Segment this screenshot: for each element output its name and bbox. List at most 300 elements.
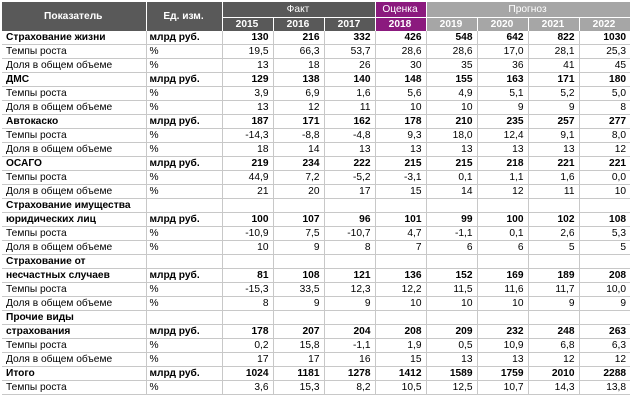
row-label: Темпы роста (2, 283, 146, 297)
value-cell: 1,6 (528, 171, 579, 185)
value-cell: 234 (273, 157, 324, 171)
value-cell: 10 (222, 241, 273, 255)
row-unit: % (146, 241, 222, 255)
value-cell: 9,3 (375, 129, 426, 143)
value-cell: 81 (222, 269, 273, 283)
value-cell: 155 (426, 73, 477, 87)
row-label: ОСАГО (2, 157, 146, 171)
value-cell: 11,6 (477, 283, 528, 297)
value-cell: 5 (528, 241, 579, 255)
value-cell: 9 (324, 297, 375, 311)
row-label: страхования (2, 325, 146, 339)
table-row (2, 157, 630, 171)
value-cell: 16 (324, 353, 375, 367)
header-year: 2016 (273, 18, 324, 32)
value-cell (477, 255, 528, 269)
row-unit: % (146, 227, 222, 241)
value-cell: 129 (222, 73, 273, 87)
value-cell: 7 (375, 241, 426, 255)
value-cell: 5 (579, 241, 630, 255)
table-row (2, 87, 630, 101)
value-cell: 3,9 (222, 87, 273, 101)
value-cell: 7,5 (273, 227, 324, 241)
value-cell: 12,3 (324, 283, 375, 297)
row-unit (146, 255, 222, 269)
row-label: Доля в общем объеме (2, 59, 146, 73)
value-cell: 11 (324, 101, 375, 115)
row-unit: млрд руб. (146, 325, 222, 339)
value-cell: 140 (324, 73, 375, 87)
value-cell: -10,9 (222, 227, 273, 241)
row-unit: млрд руб. (146, 213, 222, 227)
table-row (2, 311, 630, 325)
value-cell: 0,5 (426, 339, 477, 353)
row-label: Темпы роста (2, 171, 146, 185)
value-cell: 5,2 (528, 87, 579, 101)
value-cell: 152 (426, 269, 477, 283)
value-cell: 18 (273, 59, 324, 73)
row-label: ДМС (2, 73, 146, 87)
value-cell: -1,1 (426, 227, 477, 241)
header-year: 2020 (477, 18, 528, 32)
row-label: Доля в общем объеме (2, 353, 146, 367)
value-cell: 15 (375, 185, 426, 199)
value-cell: 121 (324, 269, 375, 283)
value-cell: 215 (375, 157, 426, 171)
value-cell: 66,3 (273, 45, 324, 59)
value-cell: 10 (375, 101, 426, 115)
row-unit: млрд руб. (146, 115, 222, 129)
table-row (2, 73, 630, 87)
value-cell: 9 (273, 297, 324, 311)
value-cell: 2288 (579, 367, 630, 381)
value-cell: 1278 (324, 367, 375, 381)
value-cell: 189 (528, 269, 579, 283)
row-label: Доля в общем объеме (2, 185, 146, 199)
header-unit: Ед. изм. (146, 2, 222, 31)
value-cell: 13 (375, 143, 426, 157)
value-cell: 0,1 (477, 227, 528, 241)
row-label: юридических лиц (2, 213, 146, 227)
header-year: 2017 (324, 18, 375, 32)
value-cell: -4,8 (324, 129, 375, 143)
value-cell: 10,7 (477, 381, 528, 395)
value-cell: 178 (222, 325, 273, 339)
value-cell (222, 311, 273, 325)
value-cell: -8,8 (273, 129, 324, 143)
value-cell: 0,2 (222, 339, 273, 353)
value-cell: -5,2 (324, 171, 375, 185)
row-label: Доля в общем объеме (2, 297, 146, 311)
value-cell: 163 (477, 73, 528, 87)
value-cell: -14,3 (222, 129, 273, 143)
value-cell: 13 (222, 59, 273, 73)
table-row (2, 241, 630, 255)
table-row (2, 325, 630, 339)
value-cell (528, 311, 579, 325)
value-cell: 15,8 (273, 339, 324, 353)
value-cell: 18,0 (426, 129, 477, 143)
value-cell: 11,7 (528, 283, 579, 297)
table-row (2, 381, 630, 395)
value-cell: 222 (324, 157, 375, 171)
value-cell: 209 (426, 325, 477, 339)
value-cell: 178 (375, 115, 426, 129)
value-cell: 13 (324, 143, 375, 157)
value-cell: 257 (528, 115, 579, 129)
value-cell: 9 (528, 101, 579, 115)
table-row (2, 143, 630, 157)
value-cell: 136 (375, 269, 426, 283)
value-cell: 99 (426, 213, 477, 227)
row-unit: млрд руб. (146, 31, 222, 45)
row-label: Темпы роста (2, 45, 146, 59)
value-cell: 44,9 (222, 171, 273, 185)
value-cell: 9 (528, 297, 579, 311)
table-row (2, 227, 630, 241)
value-cell: 108 (273, 269, 324, 283)
row-unit: % (146, 45, 222, 59)
header-group-estimate: Оценка (375, 2, 426, 18)
value-cell: -10,7 (324, 227, 375, 241)
value-cell (324, 255, 375, 269)
row-label: Страхование имущества (2, 199, 146, 213)
value-cell: 21 (222, 185, 273, 199)
value-cell: 138 (273, 73, 324, 87)
value-cell: 180 (579, 73, 630, 87)
value-cell: 12 (273, 101, 324, 115)
value-cell (375, 311, 426, 325)
value-cell: 7,2 (273, 171, 324, 185)
value-cell: 1,9 (375, 339, 426, 353)
value-cell (426, 199, 477, 213)
table-row (2, 255, 630, 269)
value-cell: 5,6 (375, 87, 426, 101)
table-row (2, 339, 630, 353)
value-cell: 6,9 (273, 87, 324, 101)
value-cell: 1,6 (324, 87, 375, 101)
row-unit: % (146, 101, 222, 115)
value-cell: 10,0 (579, 283, 630, 297)
value-cell (375, 199, 426, 213)
value-cell: 9,1 (528, 129, 579, 143)
value-cell: 548 (426, 31, 477, 45)
value-cell: 13 (528, 143, 579, 157)
value-cell: 13 (477, 353, 528, 367)
value-cell: 1181 (273, 367, 324, 381)
value-cell: 13,8 (579, 381, 630, 395)
row-unit: млрд руб. (146, 73, 222, 87)
value-cell: 15 (375, 353, 426, 367)
value-cell: 33,5 (273, 283, 324, 297)
header-group-fact: Факт (222, 2, 375, 18)
value-cell: 0,0 (579, 171, 630, 185)
value-cell (222, 199, 273, 213)
value-cell: 162 (324, 115, 375, 129)
value-cell: 8 (222, 297, 273, 311)
value-cell: 26 (324, 59, 375, 73)
value-cell (579, 255, 630, 269)
row-unit: % (146, 339, 222, 353)
value-cell (528, 199, 579, 213)
value-cell: 108 (579, 213, 630, 227)
value-cell: 18 (222, 143, 273, 157)
table-row (2, 101, 630, 115)
value-cell: 14,3 (528, 381, 579, 395)
value-cell: 426 (375, 31, 426, 45)
header-indicator: Показатель (2, 2, 146, 31)
value-cell: 2,6 (528, 227, 579, 241)
value-cell: 9 (477, 101, 528, 115)
value-cell: 277 (579, 115, 630, 129)
value-cell: 822 (528, 31, 579, 45)
value-cell: 221 (528, 157, 579, 171)
value-cell: 10 (426, 297, 477, 311)
header-year: 2019 (426, 18, 477, 32)
row-unit: % (146, 185, 222, 199)
value-cell: 19,5 (222, 45, 273, 59)
row-unit: % (146, 353, 222, 367)
value-cell: 8 (324, 241, 375, 255)
value-cell: 6,8 (528, 339, 579, 353)
value-cell: 208 (579, 269, 630, 283)
value-cell: 210 (426, 115, 477, 129)
value-cell (222, 255, 273, 269)
value-cell (273, 255, 324, 269)
row-label: Прочие виды (2, 311, 146, 325)
row-unit: % (146, 171, 222, 185)
value-cell: 36 (477, 59, 528, 73)
value-cell: 8,2 (324, 381, 375, 395)
value-cell (324, 311, 375, 325)
value-cell: 1412 (375, 367, 426, 381)
row-label: Темпы роста (2, 381, 146, 395)
value-cell: 2010 (528, 367, 579, 381)
value-cell: 6 (477, 241, 528, 255)
value-cell: 14 (426, 185, 477, 199)
table-row (2, 269, 630, 283)
row-label: Страхование жизни (2, 31, 146, 45)
value-cell (273, 311, 324, 325)
value-cell: 207 (273, 325, 324, 339)
value-cell: 107 (273, 213, 324, 227)
value-cell: 13 (426, 353, 477, 367)
value-cell: 30 (375, 59, 426, 73)
value-cell: 100 (222, 213, 273, 227)
value-cell: 5,1 (477, 87, 528, 101)
value-cell: 10 (375, 297, 426, 311)
value-cell: 1589 (426, 367, 477, 381)
row-label: Темпы роста (2, 87, 146, 101)
value-cell: 13 (477, 143, 528, 157)
value-cell: 6,3 (579, 339, 630, 353)
row-label: Доля в общем объеме (2, 101, 146, 115)
table-body (2, 31, 630, 395)
value-cell: 9 (579, 297, 630, 311)
row-label: Итого (2, 367, 146, 381)
value-cell: 235 (477, 115, 528, 129)
table-row (2, 185, 630, 199)
value-cell: 28,6 (426, 45, 477, 59)
row-unit: % (146, 87, 222, 101)
value-cell: 8,0 (579, 129, 630, 143)
value-cell: 171 (528, 73, 579, 87)
row-label: Доля в общем объеме (2, 143, 146, 157)
value-cell: 17 (324, 185, 375, 199)
value-cell (375, 255, 426, 269)
row-unit: % (146, 59, 222, 73)
value-cell: 12,5 (426, 381, 477, 395)
value-cell: 1,1 (477, 171, 528, 185)
value-cell: 41 (528, 59, 579, 73)
value-cell: 171 (273, 115, 324, 129)
value-cell: 102 (528, 213, 579, 227)
insurance-forecast-table (2, 2, 631, 395)
row-unit: % (146, 381, 222, 395)
value-cell: 215 (426, 157, 477, 171)
row-label: Автокаско (2, 115, 146, 129)
value-cell: 13 (222, 101, 273, 115)
value-cell: 101 (375, 213, 426, 227)
value-cell: 45 (579, 59, 630, 73)
header-group-forecast: Прогноз (426, 2, 630, 18)
value-cell: 17,0 (477, 45, 528, 59)
value-cell: 12 (579, 143, 630, 157)
value-cell: 1024 (222, 367, 273, 381)
row-label: Темпы роста (2, 227, 146, 241)
value-cell: 187 (222, 115, 273, 129)
table-row (2, 171, 630, 185)
value-cell: 20 (273, 185, 324, 199)
value-cell: -15,3 (222, 283, 273, 297)
value-cell: 8 (579, 101, 630, 115)
value-cell: -3,1 (375, 171, 426, 185)
value-cell (579, 199, 630, 213)
value-cell: 232 (477, 325, 528, 339)
value-cell: 208 (375, 325, 426, 339)
table-row (2, 367, 630, 381)
row-label: несчастных случаев (2, 269, 146, 283)
row-unit: % (146, 143, 222, 157)
value-cell: 148 (375, 73, 426, 87)
row-label: Темпы роста (2, 129, 146, 143)
value-cell: 248 (528, 325, 579, 339)
header-year: 2021 (528, 18, 579, 32)
value-cell: 3,6 (222, 381, 273, 395)
row-label: Страхование от (2, 255, 146, 269)
value-cell: 53,7 (324, 45, 375, 59)
value-cell: 13 (426, 143, 477, 157)
value-cell: 5,0 (579, 87, 630, 101)
value-cell: 12 (579, 353, 630, 367)
value-cell: 12,4 (477, 129, 528, 143)
value-cell (273, 199, 324, 213)
value-cell: 15,3 (273, 381, 324, 395)
value-cell (528, 255, 579, 269)
value-cell: 35 (426, 59, 477, 73)
value-cell: 6 (426, 241, 477, 255)
value-cell: 12 (477, 185, 528, 199)
value-cell (426, 311, 477, 325)
header-year: 2015 (222, 18, 273, 32)
row-unit: млрд руб. (146, 157, 222, 171)
value-cell: 1030 (579, 31, 630, 45)
table-row (2, 213, 630, 227)
row-unit: % (146, 297, 222, 311)
value-cell: -1,1 (324, 339, 375, 353)
header-year: 2022 (579, 18, 630, 32)
value-cell: 14 (273, 143, 324, 157)
value-cell: 10 (477, 297, 528, 311)
value-cell: 332 (324, 31, 375, 45)
value-cell: 11,5 (426, 283, 477, 297)
row-unit (146, 311, 222, 325)
value-cell: 11 (528, 185, 579, 199)
value-cell (477, 199, 528, 213)
value-cell: 10,5 (375, 381, 426, 395)
table-row (2, 199, 630, 213)
table-row (2, 31, 630, 45)
value-cell: 28,6 (375, 45, 426, 59)
value-cell: 9 (273, 241, 324, 255)
value-cell: 10,9 (477, 339, 528, 353)
table-row (2, 115, 630, 129)
value-cell (324, 199, 375, 213)
value-cell: 130 (222, 31, 273, 45)
value-cell: 169 (477, 269, 528, 283)
value-cell (477, 311, 528, 325)
row-unit: % (146, 129, 222, 143)
table-row (2, 45, 630, 59)
value-cell: 0,1 (426, 171, 477, 185)
value-cell: 17 (273, 353, 324, 367)
value-cell: 219 (222, 157, 273, 171)
value-cell: 12,2 (375, 283, 426, 297)
table-row (2, 59, 630, 73)
value-cell: 96 (324, 213, 375, 227)
value-cell: 5,3 (579, 227, 630, 241)
value-cell: 218 (477, 157, 528, 171)
header-year: 2018 (375, 18, 426, 32)
value-cell: 25,3 (579, 45, 630, 59)
row-unit (146, 199, 222, 213)
value-cell: 4,9 (426, 87, 477, 101)
value-cell: 221 (579, 157, 630, 171)
value-cell: 10 (579, 185, 630, 199)
value-cell: 12 (528, 353, 579, 367)
value-cell: 10 (426, 101, 477, 115)
value-cell: 100 (477, 213, 528, 227)
row-unit: млрд руб. (146, 367, 222, 381)
row-unit: млрд руб. (146, 269, 222, 283)
value-cell: 4,7 (375, 227, 426, 241)
table-row (2, 297, 630, 311)
value-cell: 216 (273, 31, 324, 45)
value-cell: 28,1 (528, 45, 579, 59)
value-cell (426, 255, 477, 269)
row-unit: % (146, 283, 222, 297)
value-cell: 204 (324, 325, 375, 339)
row-label: Доля в общем объеме (2, 241, 146, 255)
value-cell: 642 (477, 31, 528, 45)
table-row (2, 283, 630, 297)
value-cell: 263 (579, 325, 630, 339)
table-row (2, 353, 630, 367)
value-cell (579, 311, 630, 325)
value-cell: 17 (222, 353, 273, 367)
row-label: Темпы роста (2, 339, 146, 353)
value-cell: 1759 (477, 367, 528, 381)
